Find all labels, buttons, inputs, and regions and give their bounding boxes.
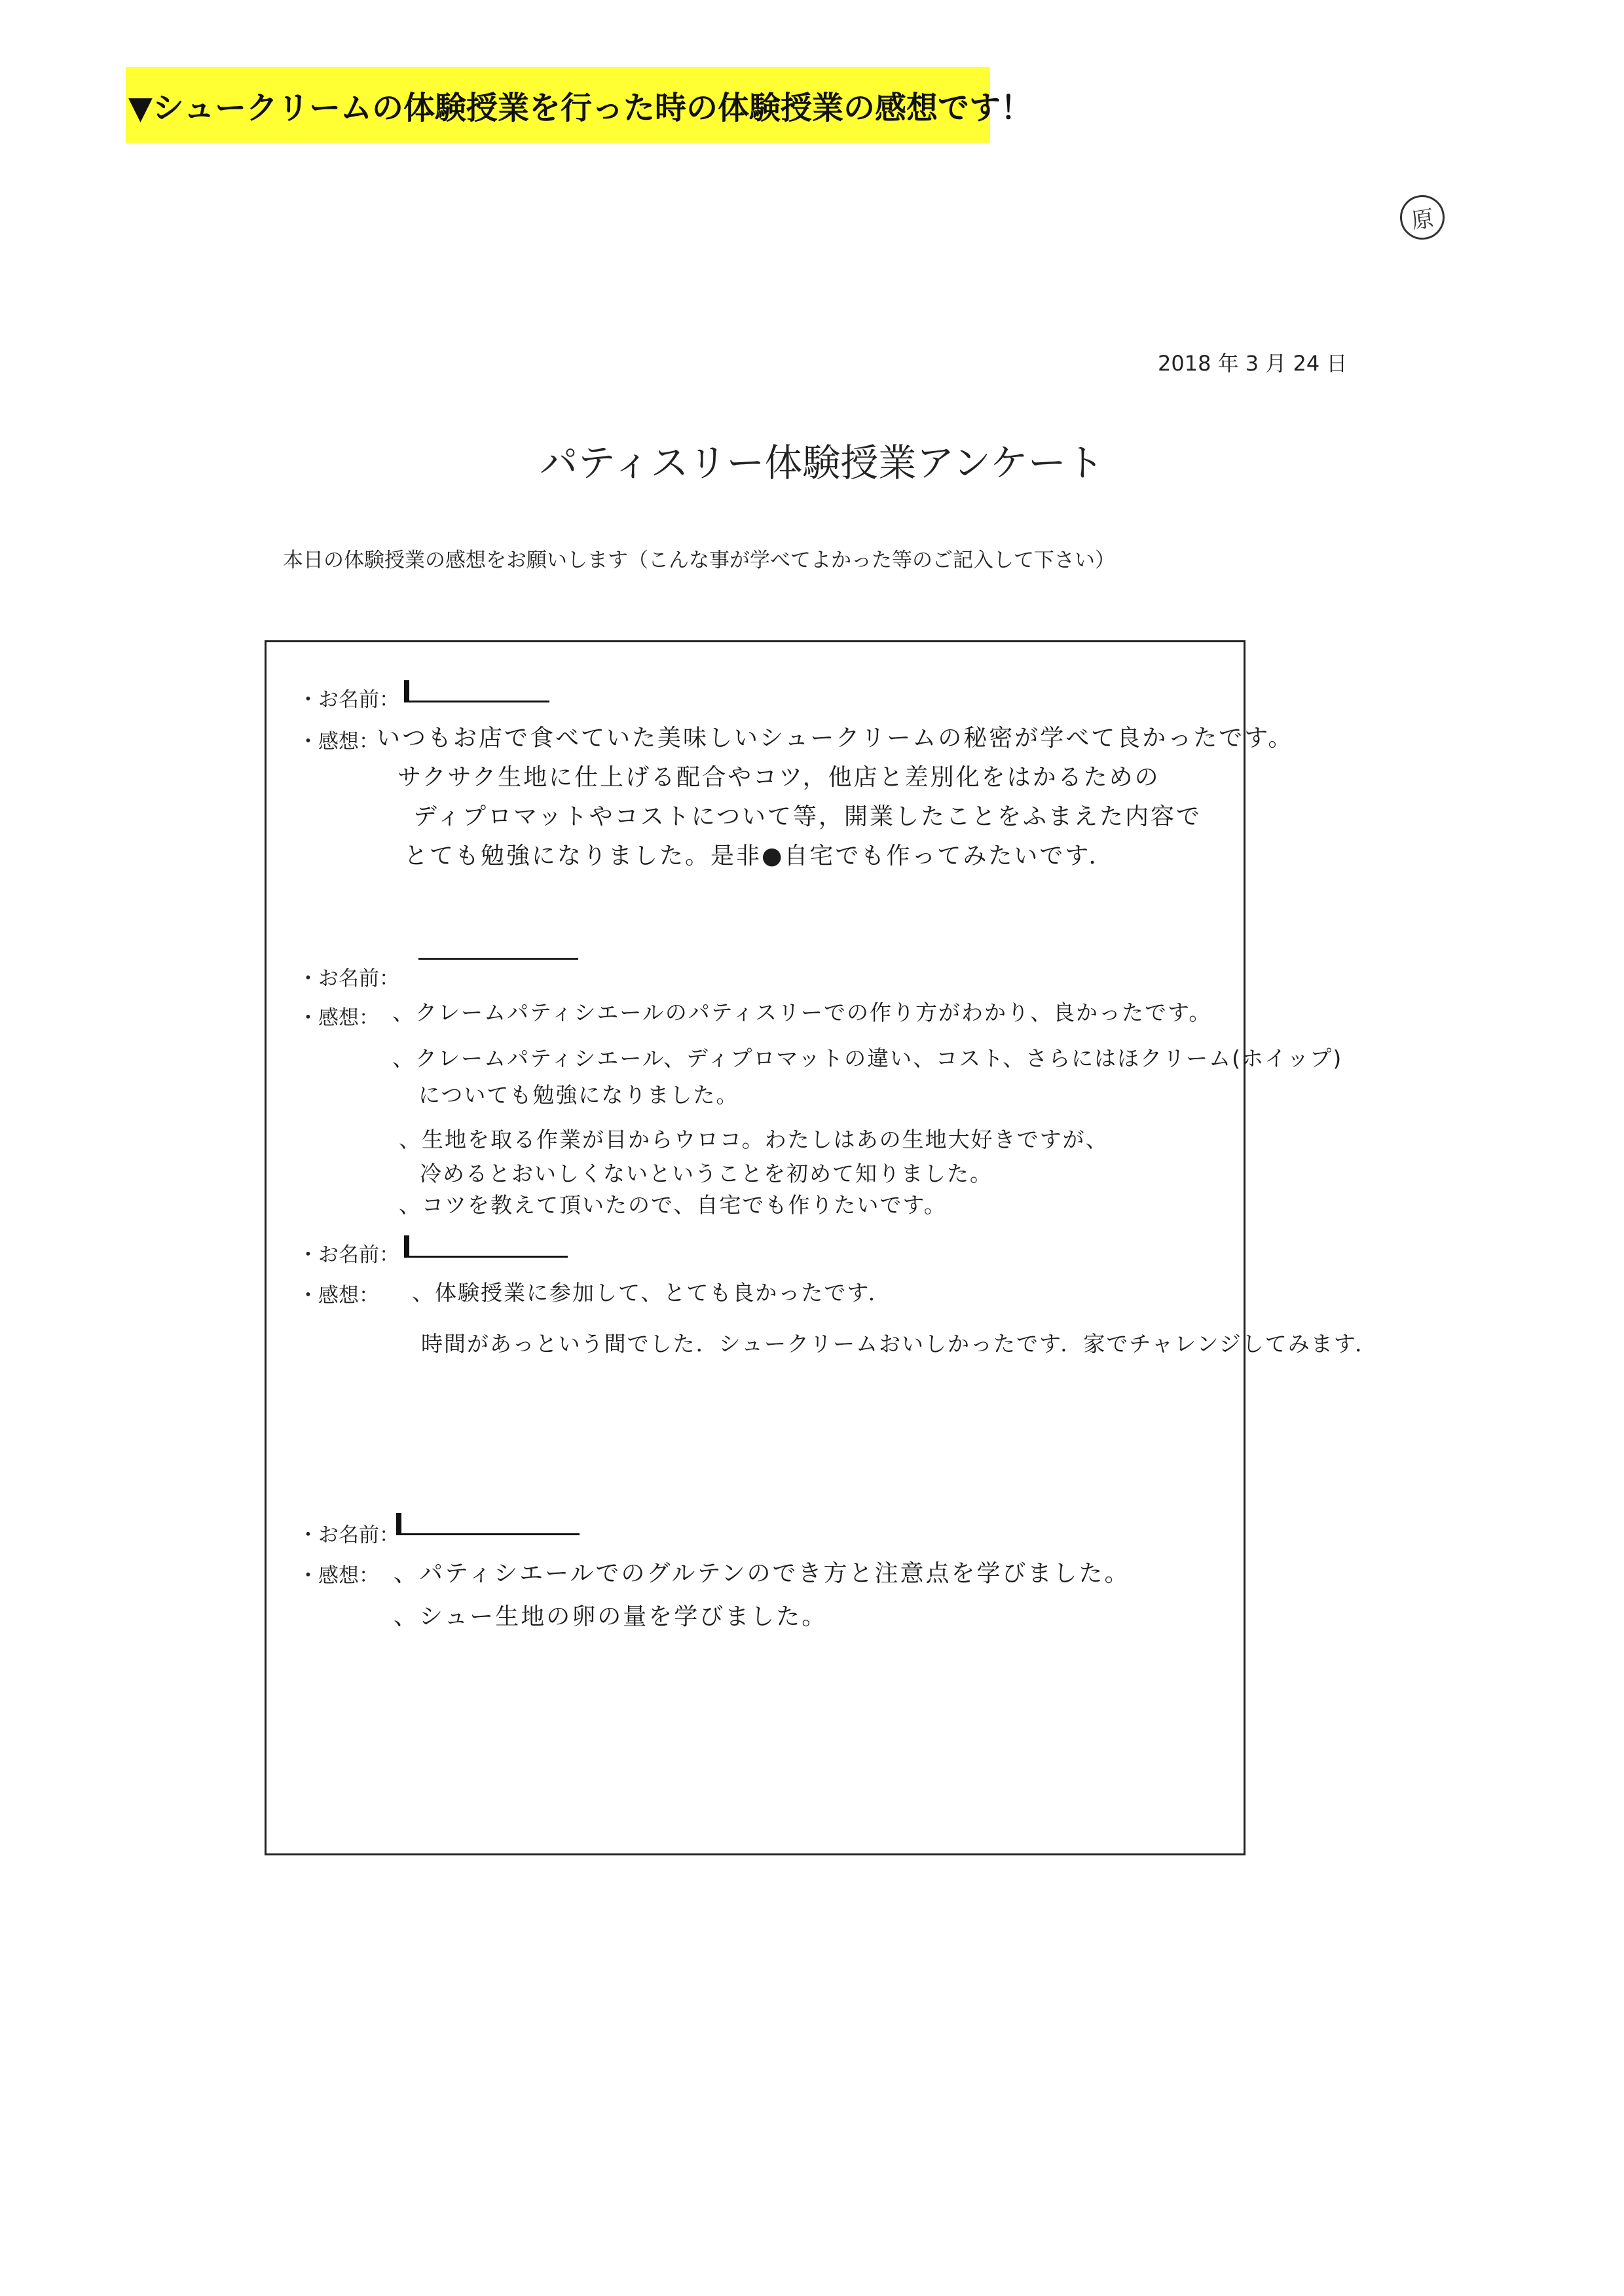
comment-line: 、シュー生地の卵の量を学びました。 (394, 1603, 828, 1630)
redacted-name (396, 1513, 580, 1535)
impression-label: ・感想： (298, 730, 379, 754)
name-label: ・お名前： (298, 1243, 399, 1267)
comment-line: 、生地を取る作業が目からウロコ。わたしはあの生地大好きですが、 (399, 1127, 1109, 1152)
banner-text: ▼シュークリームの体験授業を行った時の体験授業の感想です！ (128, 89, 1032, 126)
comment-line: についても勉強になりました。 (418, 1082, 739, 1108)
name-label: ・お名前： (298, 967, 399, 991)
comment-line: 、クレームパティシエール、ディプロマットの違い、コスト、さらにはほクリーム(ホイップ) (392, 1046, 1343, 1071)
comment-line: 、クレームパティシエールのパティスリーでの作り方がわかり、良かったです。 (392, 1000, 1212, 1025)
comment-line: 時間があっという間でした．シュークリームおいしかったです．家でチャレンジしてみます． (421, 1331, 1378, 1357)
name-label: ・お名前： (298, 688, 399, 712)
comment-line: サクサク生地に仕上げる配合やコツ，他店と差別化をはかるための (397, 764, 1160, 791)
name-label: ・お名前： (298, 1523, 399, 1547)
page-title: パティスリー体験授業アンケート (540, 441, 1104, 485)
impression-label: ・感想： (298, 1284, 379, 1307)
redacted-name (404, 1235, 568, 1258)
original-stamp: 原 (1397, 192, 1448, 243)
redacted-name (404, 680, 549, 702)
document-date: 2018 年 3 月 24 日 (1158, 351, 1348, 376)
comment-line: 、パティシエールでのグルテンのでき方と注意点を学びました。 (394, 1560, 1130, 1587)
comment-line: 冷めるとおいしくないということを初めて知りました。 (420, 1161, 993, 1186)
header-banner (126, 67, 1032, 143)
redacted-name (418, 958, 578, 960)
impression-label: ・感想： (298, 1564, 379, 1588)
comment-line: 、体験授業に参加して、とても良かったです． (412, 1280, 891, 1305)
survey-form (265, 640, 1378, 1855)
instruction-text: 本日の体験授業の感想をお願いします（こんな事が学べてよかった等のご記入して下さい） (283, 549, 1115, 572)
comment-line: 、コツを教えて頂いたので、自宅でも作りたいです。 (399, 1192, 947, 1218)
comment-line: とても勉強になりました。是非●自宅でも作ってみたいです． (404, 843, 1115, 869)
comment-line: いつもお店で食べていた美味しいシュークリームの秘密が学べて良かったです。 (377, 725, 1294, 752)
comment-line: ディプロマットやコストについて等，開業したことをふまえた内容で (413, 803, 1202, 830)
impression-label: ・感想： (298, 1006, 379, 1030)
